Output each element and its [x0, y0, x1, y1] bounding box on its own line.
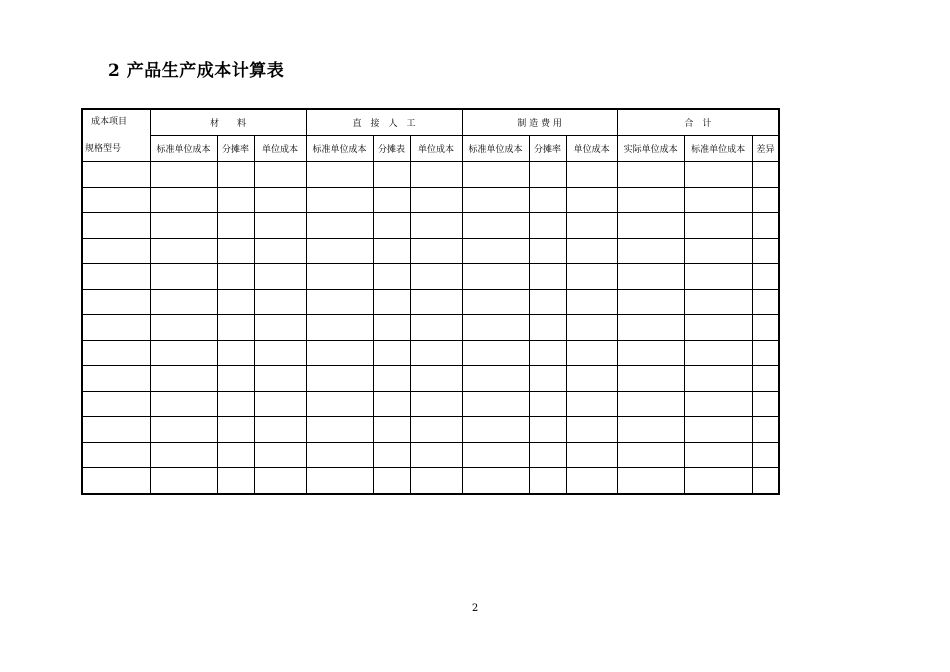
table-cell[interactable] — [150, 187, 217, 213]
table-row — [82, 366, 779, 392]
table-row — [82, 289, 779, 315]
table-cell[interactable] — [529, 187, 566, 213]
subheader-cell: 标准单位成本 — [306, 136, 373, 162]
table-cell[interactable] — [150, 468, 217, 494]
table-cell[interactable] — [254, 162, 306, 188]
table-cell[interactable] — [752, 238, 779, 264]
table-cell[interactable] — [373, 213, 410, 239]
table-cell[interactable] — [617, 213, 684, 239]
table-cell[interactable] — [752, 162, 779, 188]
table-cell[interactable] — [529, 264, 566, 290]
table-cell[interactable] — [373, 468, 410, 494]
table-cell[interactable] — [150, 417, 217, 443]
table-cell[interactable] — [82, 442, 150, 468]
table-cell[interactable] — [684, 391, 752, 417]
table-cell[interactable] — [752, 187, 779, 213]
table-cell[interactable] — [217, 289, 254, 315]
table-cell[interactable] — [217, 468, 254, 494]
table-cell[interactable] — [462, 187, 529, 213]
table-cell[interactable] — [254, 417, 306, 443]
table-cell[interactable] — [306, 264, 373, 290]
table-cell[interactable] — [217, 315, 254, 341]
table-cell[interactable] — [462, 162, 529, 188]
table-row — [82, 391, 779, 417]
table-cell[interactable] — [684, 162, 752, 188]
table-cell[interactable] — [150, 340, 217, 366]
table-cell[interactable] — [617, 468, 684, 494]
table-row — [82, 264, 779, 290]
table-cell[interactable] — [684, 442, 752, 468]
table-cell[interactable] — [373, 162, 410, 188]
table-cell[interactable] — [150, 264, 217, 290]
table-cell[interactable] — [617, 187, 684, 213]
table-cell[interactable] — [217, 442, 254, 468]
table-cell[interactable] — [306, 468, 373, 494]
table-cell[interactable] — [217, 264, 254, 290]
table-cell[interactable] — [410, 213, 462, 239]
table-cell[interactable] — [462, 442, 529, 468]
table-cell[interactable] — [566, 238, 617, 264]
table-cell[interactable] — [566, 315, 617, 341]
subheader-cell: 实际单位成本 — [617, 136, 684, 162]
table-cell[interactable] — [684, 289, 752, 315]
cost-calculation-table — [81, 108, 780, 495]
table-cell[interactable] — [306, 238, 373, 264]
table-cell[interactable] — [566, 340, 617, 366]
subheader-cell: 单位成本 — [254, 136, 306, 162]
table-cell[interactable] — [617, 417, 684, 443]
table-cell[interactable] — [462, 417, 529, 443]
group-header-manufacturing-overhead: 制 造 费 用 — [462, 109, 617, 136]
table-cell[interactable] — [306, 315, 373, 341]
table-cell[interactable] — [150, 289, 217, 315]
table-cell[interactable] — [82, 162, 150, 188]
table-cell[interactable] — [217, 213, 254, 239]
table-cell[interactable] — [306, 442, 373, 468]
table-cell[interactable] — [306, 162, 373, 188]
group-header-total: 合 计 — [617, 109, 779, 136]
table-cell[interactable] — [150, 391, 217, 417]
table-cell[interactable] — [410, 442, 462, 468]
table-row — [82, 187, 779, 213]
table-cell[interactable] — [410, 366, 462, 392]
table-cell[interactable] — [373, 340, 410, 366]
table-cell[interactable] — [529, 213, 566, 239]
table-cell[interactable] — [410, 238, 462, 264]
table-row — [82, 417, 779, 443]
table-cell[interactable] — [529, 162, 566, 188]
page-number: 2 — [471, 603, 479, 614]
table-cell[interactable] — [566, 264, 617, 290]
table-cell[interactable] — [82, 238, 150, 264]
table-cell[interactable] — [462, 468, 529, 494]
table-cell[interactable] — [82, 468, 150, 494]
table-row — [82, 162, 779, 188]
table-cell[interactable] — [254, 187, 306, 213]
table-cell[interactable] — [566, 289, 617, 315]
table-cell[interactable] — [566, 417, 617, 443]
table-cell[interactable] — [254, 238, 306, 264]
table-cell[interactable] — [373, 238, 410, 264]
subheader-cell: 分摊表 — [373, 136, 410, 162]
table-cell[interactable] — [254, 340, 306, 366]
table-cell[interactable] — [529, 366, 566, 392]
table-cell[interactable] — [462, 213, 529, 239]
table-cell[interactable] — [306, 391, 373, 417]
table-cell[interactable] — [617, 340, 684, 366]
table-cell[interactable] — [150, 213, 217, 239]
table-cell[interactable] — [150, 442, 217, 468]
table-cell[interactable] — [410, 340, 462, 366]
table-row — [82, 213, 779, 239]
table-cell[interactable] — [752, 391, 779, 417]
table-cell[interactable] — [217, 417, 254, 443]
table-cell[interactable] — [617, 162, 684, 188]
table-cell[interactable] — [617, 264, 684, 290]
table-cell[interactable] — [462, 340, 529, 366]
table-cell[interactable] — [306, 417, 373, 443]
table-cell[interactable] — [373, 391, 410, 417]
table-cell[interactable] — [529, 468, 566, 494]
table-cell[interactable] — [684, 238, 752, 264]
table-cell[interactable] — [752, 315, 779, 341]
table-cell[interactable] — [82, 187, 150, 213]
table-cell[interactable] — [410, 264, 462, 290]
page-title: 2 产品生产成本计算表 — [108, 61, 285, 81]
table-cell[interactable] — [410, 391, 462, 417]
table-cell[interactable] — [566, 391, 617, 417]
table-cell[interactable] — [217, 187, 254, 213]
table-cell[interactable] — [566, 468, 617, 494]
table-row — [82, 442, 779, 468]
table-cell[interactable] — [684, 340, 752, 366]
table-cell[interactable] — [82, 289, 150, 315]
table-cell[interactable] — [150, 315, 217, 341]
subheader-cell: 差异 — [752, 136, 779, 162]
table-cell[interactable] — [254, 213, 306, 239]
table-cell[interactable] — [373, 417, 410, 443]
subheader-cell: 标准单位成本 — [684, 136, 752, 162]
table-cell[interactable] — [684, 417, 752, 443]
table-cell[interactable] — [82, 213, 150, 239]
table-cell[interactable] — [82, 366, 150, 392]
table-cell[interactable] — [462, 264, 529, 290]
table-cell[interactable] — [752, 213, 779, 239]
table-cell[interactable] — [462, 315, 529, 341]
table-cell[interactable] — [617, 315, 684, 341]
table-cell[interactable] — [410, 162, 462, 188]
table-cell[interactable] — [462, 289, 529, 315]
table-cell[interactable] — [410, 289, 462, 315]
table-cell[interactable] — [617, 238, 684, 264]
table-cell[interactable] — [752, 289, 779, 315]
subheader-cell: 分摊率 — [529, 136, 566, 162]
table-cell[interactable] — [684, 315, 752, 341]
table-cell[interactable] — [462, 366, 529, 392]
table-cell[interactable] — [82, 417, 150, 443]
table-cell[interactable] — [373, 289, 410, 315]
table-cell[interactable] — [150, 366, 217, 392]
table-cell[interactable] — [617, 289, 684, 315]
table-cell[interactable] — [684, 264, 752, 290]
table-cell[interactable] — [752, 417, 779, 443]
table-cell[interactable] — [373, 264, 410, 290]
table-cell[interactable] — [529, 391, 566, 417]
table-cell[interactable] — [217, 238, 254, 264]
table-cell[interactable] — [752, 264, 779, 290]
group-header-direct-labor: 直 接 人 工 — [306, 109, 462, 136]
table-cell[interactable] — [410, 315, 462, 341]
table-cell[interactable] — [529, 417, 566, 443]
subheader-cell: 标准单位成本 — [462, 136, 529, 162]
table-cell[interactable] — [373, 442, 410, 468]
table-cell[interactable] — [684, 468, 752, 494]
table-cell[interactable] — [566, 187, 617, 213]
table-cell[interactable] — [752, 442, 779, 468]
table-cell[interactable] — [82, 391, 150, 417]
table-cell[interactable] — [566, 213, 617, 239]
table-cell[interactable] — [150, 238, 217, 264]
subheader-cell: 分摊率 — [217, 136, 254, 162]
corner-label-cost-item: 成本项目 — [91, 117, 128, 127]
table-cell[interactable] — [254, 442, 306, 468]
table-cell[interactable] — [684, 366, 752, 392]
header-row-subheaders — [82, 136, 779, 162]
table-cell[interactable] — [410, 187, 462, 213]
table-cell[interactable] — [254, 289, 306, 315]
table-cell[interactable] — [752, 340, 779, 366]
table-cell[interactable] — [529, 289, 566, 315]
table-cell[interactable] — [752, 366, 779, 392]
table-cell[interactable] — [217, 162, 254, 188]
table-cell[interactable] — [254, 468, 306, 494]
table-cell[interactable] — [529, 315, 566, 341]
table-cell[interactable] — [462, 238, 529, 264]
table-cell[interactable] — [306, 340, 373, 366]
header-row-groups — [82, 109, 779, 136]
table-cell[interactable] — [82, 315, 150, 341]
table-cell[interactable] — [217, 366, 254, 392]
table-cell[interactable] — [410, 468, 462, 494]
table-cell[interactable] — [254, 264, 306, 290]
subheader-cell: 单位成本 — [410, 136, 462, 162]
table-cell[interactable] — [752, 468, 779, 494]
table-cell[interactable] — [306, 213, 373, 239]
corner-label-spec-model: 规格型号 — [85, 144, 122, 154]
subheader-cell: 单位成本 — [566, 136, 617, 162]
table-row — [82, 238, 779, 264]
table-cell[interactable] — [566, 366, 617, 392]
subheader-cell: 标准单位成本 — [150, 136, 217, 162]
table-cell[interactable] — [82, 264, 150, 290]
table-cell[interactable] — [373, 315, 410, 341]
table-cell[interactable] — [566, 442, 617, 468]
table-cell[interactable] — [217, 391, 254, 417]
table-cell[interactable] — [529, 238, 566, 264]
table-cell[interactable] — [254, 391, 306, 417]
table-cell[interactable] — [254, 366, 306, 392]
table-row — [82, 468, 779, 494]
group-header-materials: 材 料 — [150, 109, 306, 136]
table-cell[interactable] — [529, 340, 566, 366]
table-cell[interactable] — [566, 162, 617, 188]
table-cell[interactable] — [217, 340, 254, 366]
table-cell[interactable] — [410, 417, 462, 443]
table-cell[interactable] — [82, 340, 150, 366]
table-cell[interactable] — [306, 187, 373, 213]
table-cell[interactable] — [684, 187, 752, 213]
table-row — [82, 340, 779, 366]
table-cell[interactable] — [373, 187, 410, 213]
table-cell[interactable] — [529, 442, 566, 468]
corner-header-cell — [82, 109, 150, 162]
table-cell[interactable] — [617, 391, 684, 417]
table-cell[interactable] — [617, 442, 684, 468]
table-cell[interactable] — [684, 213, 752, 239]
table-cell[interactable] — [150, 162, 217, 188]
table-cell[interactable] — [617, 366, 684, 392]
table-cell[interactable] — [254, 315, 306, 341]
table-row — [82, 315, 779, 341]
table-cell[interactable] — [462, 391, 529, 417]
table-cell[interactable] — [306, 366, 373, 392]
table-cell[interactable] — [373, 366, 410, 392]
table-cell[interactable] — [306, 289, 373, 315]
